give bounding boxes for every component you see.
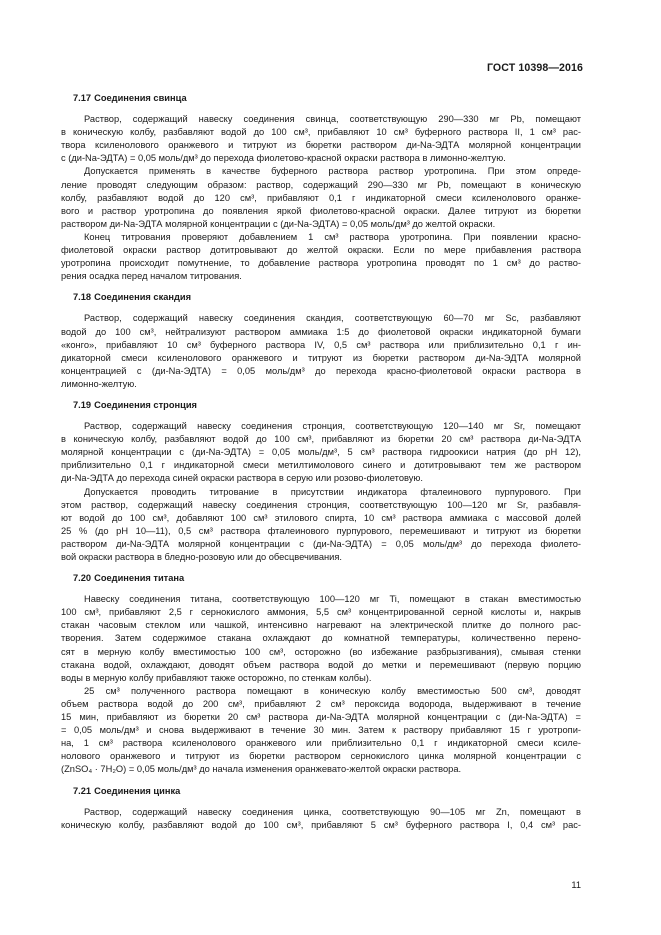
paragraph (61, 165, 581, 230)
page-number: 11 (571, 880, 581, 890)
text-line: (ZnSO₄ · 7H₂O) = 0,05 моль/дм³ до начала изменения оранжевато-желтой окраски раствора. (61, 764, 462, 775)
text-line: нолового оранжевого и титруют из бюретки раствором сернокислого цинка молярной концентрации c (61, 751, 581, 762)
text-line: водой до 100 см³, нейтрализуют раствором аммиака 1:5 до фиолетовой окраски индикаторной бумаги (61, 326, 581, 337)
text-line: Раствор, содержащий навеску соединения свинца, соответствующую 290—330 мг Pb, помещают (84, 114, 581, 125)
text-line: воды в мерную колбу прибавляют также осторожно, по стенкам колбы). (61, 672, 372, 683)
text-line: Конец титрования проверяют добавлением 1 см³ раствора уротропина. При появлении красно- (84, 231, 581, 242)
paragraph (61, 113, 581, 165)
text-line: Раствор, содержащий навеску соединения стронция, соответствующую 120—140 мг Sr, помещают (84, 421, 581, 432)
text-line: сят в мерную колбу вместимостью 100 см³, осторожно (во избежание разбрызгивания), смывая стенки (61, 646, 581, 657)
text-line: ди-Na-ЭДТА до перехода синей окраски раствора в серую или розово-фиолетовую. (61, 473, 423, 484)
text-line: стакан часовым стеклом или чашкой, интенсивно нагревают на электрической плитке до полного рас- (61, 620, 581, 631)
section-heading (61, 785, 581, 798)
paragraph (61, 231, 581, 283)
text-line: на, 1 см³ раствора ксиленолового оранжевого или приблизительно 0,1 г индикаторной смеси ксиле- (61, 738, 581, 749)
text-line: Допускается применять в качестве буферного раствора раствор уротропина. При этом опреде- (84, 166, 581, 177)
text-line: Навеску соединения титана, соответствующую 100—120 мг Ti, помещают в стакан вместимостью (84, 594, 581, 605)
text-line: c (ди-Na-ЭДТА) = 0,05 моль/дм³ до перехода фиолетово-красной окраски раствора в лимонно-желтую. (61, 153, 506, 164)
paragraph (61, 486, 581, 565)
text-line: стакана водой, охлаждают, доводят объем раствора водой до метки и перемешивают (первую порцию (61, 659, 581, 670)
section-number: 7.21 (73, 785, 92, 796)
section-number: 7.19 (73, 399, 92, 410)
text-line: уротропина происходит помутнение, то добавление раствора уротропина проводят по 1 см³ до раство- (61, 258, 581, 269)
section-heading (61, 291, 581, 304)
section-number: 7.20 (73, 573, 92, 584)
paragraph (61, 806, 581, 832)
section-number: 7.18 (73, 292, 92, 303)
document-body (61, 92, 581, 832)
text-line: вой окраски раствора в бледно-розовую или до обесцвечивания. (61, 552, 342, 562)
text-line: творения. Затем содержимое стакана охлаждают до комнатной температуры, количественно перено- (61, 633, 581, 644)
text-line: объем раствора водой до 200 см³, прибавляют 2 см³ пероксида водорода, выдерживают в течение (61, 698, 581, 709)
text-line: Раствор, содержащий навеску соединения скандия, соответствующую 60—70 мг Sc, разбавляют (84, 313, 581, 324)
paragraph (61, 312, 581, 391)
paragraph (61, 420, 581, 485)
text-line: вого и раствор уротропина до появления яркой фиолетово-красной окраски. Далее титруют из бюретки (61, 205, 581, 216)
text-line: 25 см³ полученного раствора помещают в коническую колбу вместимостью 500 см³, доводят (84, 685, 581, 696)
text-line: этом раствор, содержащий навеску соединения стронция, соответствующую 100—120 мг Sr, разбавля- (61, 499, 581, 510)
text-line: 100 см³, прибавляют 2,5 г сернокислого аммония, 5,5 см³ концентрированной серной кислоты и, накрыв (61, 607, 581, 618)
text-line: в коническую колбу, разбавляют водой до 100 см³, прибавляют из бюретки 20 см³ раствора ди-Na-ЭДТА (61, 434, 581, 445)
paragraph (61, 593, 581, 685)
text-line: 15 мин, прибавляют из бюретки 20 см³ раствора ди-Na-ЭДТА молярной концентрации c (ди-Na-ЭДТА) = (61, 712, 581, 723)
section-title: Соединения титана (94, 573, 185, 584)
text-line: «конго», прибавляют 10 см³ буферного раствора IV, 0,5 см³ раствора или приблизительно 0,1 г ин- (61, 339, 581, 350)
text-line: лимонно-желтую. (61, 378, 137, 389)
text-line: 25 % (до pH 10—11), 0,5 см³ раствора фталеинового пурпурового, перемешивают и титруют из бюретки (61, 525, 581, 536)
paragraph (61, 685, 581, 777)
text-line: Допускается проводить титрование в присутствии индикатора фталеинового пурпурового. При (84, 486, 581, 497)
text-line: в коническую колбу, разбавляют водой до 100 см³, прибавляют 10 см³ буферного раствора II, 1 см³ рас- (61, 127, 581, 138)
text-line: концентрацией c (ди-Na-ЭДТА) = 0,05 моль/дм³ до перехода красно-фиолетовой окраски раствора в (61, 365, 581, 376)
text-line: рения осадка перед началом титрования. (61, 271, 242, 282)
text-line: = 0,05 моль/дм³ и снова выдерживают в течение 30 мин. Затем к раствору прибавляют 15 г уротропи- (61, 725, 581, 736)
text-line: ление проводят следующим образом: раствор, содержащий 290—330 мг Pb, помещают в коническую (61, 179, 581, 190)
text-line: Раствор, содержащий навеску соединения цинка, соответствующую 90—105 мг Zn, помещают в (84, 806, 581, 817)
text-line: молярной концентрации c (ди-Na-ЭДТА) = 0,05 моль/дм³, 5 см³ раствора гидроокиси натрия (до pH 12), (61, 447, 581, 458)
text-line: ют водой до 100 см³, добавляют 100 см³ этилового спирта, 10 см³ раствора аммиака с массовой долей (61, 512, 581, 523)
section-title: Соединения скандия (94, 292, 192, 303)
document-code: ГОСТ 10398—2016 (486, 62, 583, 74)
text-line: раствором ди-Na-ЭДТА молярной концентрации c (ди-Na-ЭДТА) = 0,05 моль/дм³ до перехода фиолето- (61, 538, 581, 549)
section-number: 7.17 (73, 93, 92, 103)
text-line: фиолетовой окраски раствор дотитровывают до желтой окраски. Если по мере прибавления раствора (61, 245, 581, 256)
text-line: раствором ди-Na-ЭДТА молярной концентрации c (ди-Na-ЭДТА) = 0,05 моль/дм³ до желтой окраски. (61, 218, 496, 229)
section-title: Соединения стронция (94, 399, 197, 410)
section-heading (61, 399, 581, 412)
text-line: коническую колбу, разбавляют водой до 100 см³, прибавляют 5 см³ буферного раствора I, 0,4 см³ рас- (61, 819, 581, 830)
text-line: приблизительно 0,1 г индикаторной смеси метилтимолового синего и дотитровывают тем же раствором (61, 460, 581, 471)
section-title: Соединения свинца (94, 93, 187, 103)
text-line: твора ксиленолового оранжевого и титруют из бюретки раствором ди-Na-ЭДТА молярной концентрации (61, 140, 581, 151)
text-line: колбу, разбавляют водой до 120 см³, прибавляют 0,1 г индикаторной смеси ксиленолового оранже- (61, 192, 581, 203)
section-heading (61, 572, 581, 585)
section-heading (61, 92, 581, 105)
text-line: дикаторной смеси ксиленолового оранжевого и титруют из бюретки раствором ди-Na-ЭДТА молярной (61, 352, 581, 363)
section-title: Соединения цинка (94, 785, 181, 796)
